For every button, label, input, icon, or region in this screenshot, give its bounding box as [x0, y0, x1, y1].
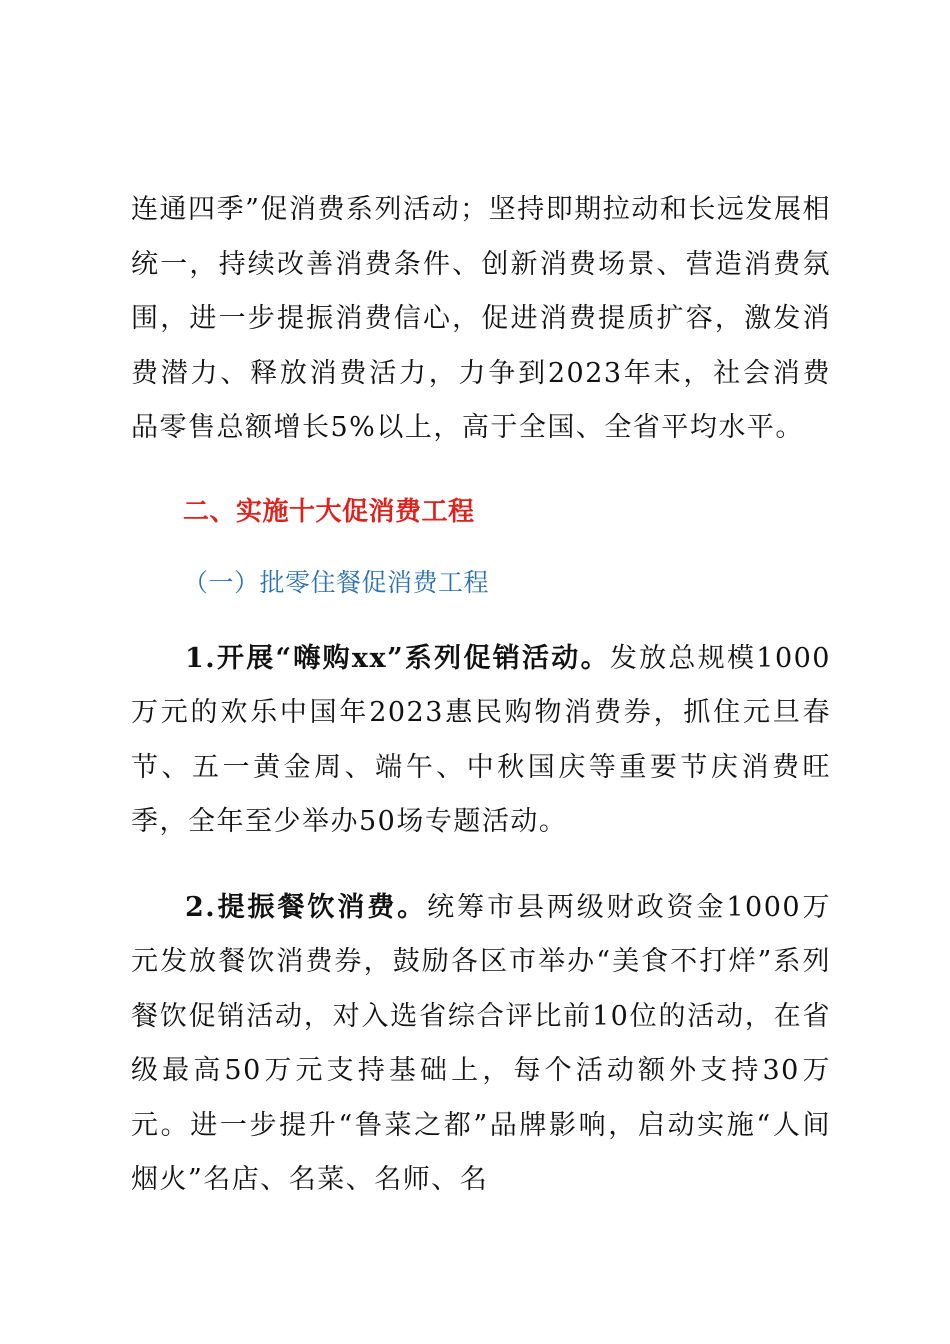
item-1-body: 发放总规模1000万元的欢乐中国年2023惠民购物消费券，抓住元旦春节、五一黄金周、端午、中秋国庆等重要节庆消费旺季，全年至少举办50场专题活动。	[131, 642, 831, 837]
item-2-lead: 2.提振餐饮消费。	[185, 891, 428, 923]
item-paragraph-1	[131, 632, 831, 850]
subsection-heading: （一）批零住餐促消费工程	[183, 567, 490, 597]
item-paragraph-2	[131, 881, 831, 1208]
document-body	[131, 183, 831, 1208]
item-2-body: 统筹市县两级财政资金1000万元发放餐饮消费券，鼓励各区市举办“美食不打烊”系列餐饮促销活动，对入选省综合评比前10位的活动，在省级最高50万元支持基础上，每个活动额外支持30万元。进一步提升“鲁菜之都”品牌影响，启动实施“人间烟火”名店、名菜、名师、名	[131, 891, 832, 1195]
section-heading: 二、实施十大促消费工程	[183, 496, 475, 527]
item-1-lead: 1.开展“嗨购xx”系列促销活动。	[185, 642, 610, 674]
intro-paragraph: 连通四季”促消费系列活动；坚持即期拉动和长远发展相统一，持续改善消费条件、创新消费场景、营造消费氛围，进一步提振消费信心，促进消费提质扩容，激发消费潜力、释放消费活力，力争到2023年末，社会消费品零售总额增长5%以上，高于全国、全省平均水平。	[131, 194, 831, 443]
